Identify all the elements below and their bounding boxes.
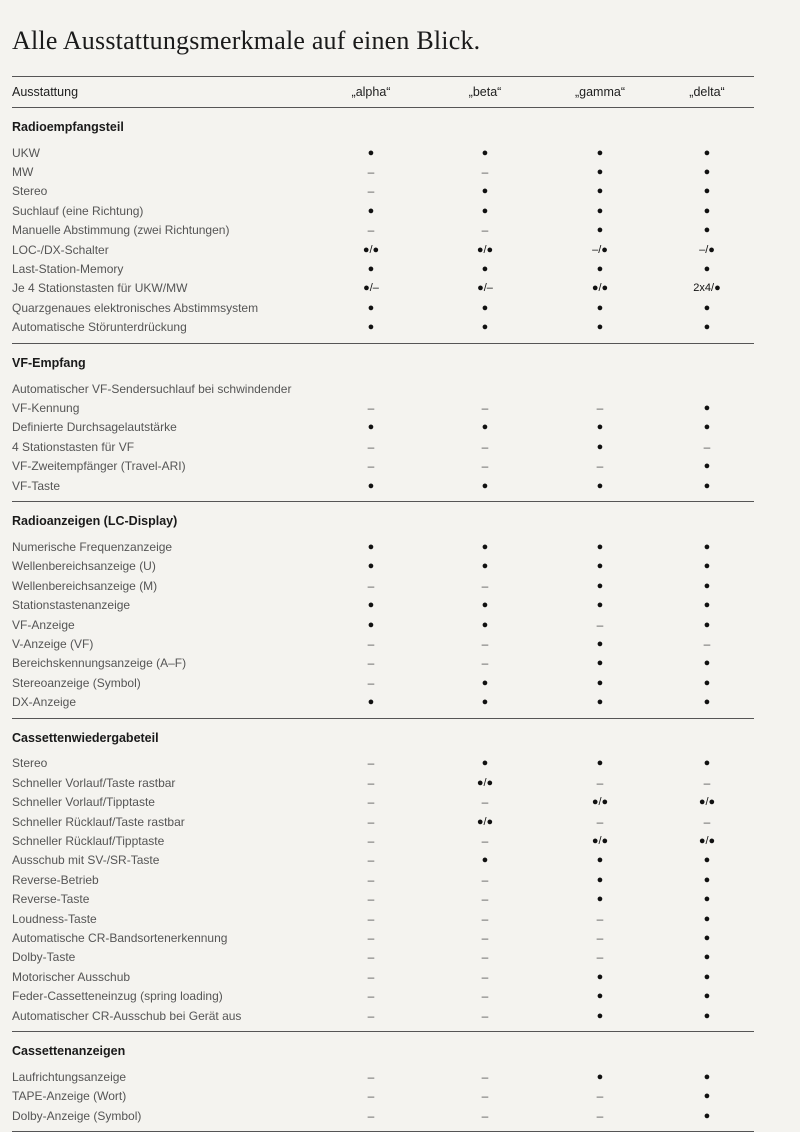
feature-label: Feder-Cassetteneinzug (spring loading) (12, 989, 223, 1004)
feature-label: Wellenbereichsanzeige (M) (12, 578, 158, 593)
value-cell-gamma: ● (596, 873, 604, 886)
table-row (12, 476, 754, 495)
value-cell-beta: ●/– (477, 282, 493, 295)
feature-label: Dolby-Taste (12, 950, 76, 965)
value-cell-beta: – (481, 1108, 489, 1123)
value-cell-beta: ●/● (476, 243, 494, 256)
feature-label: V-Anzeige (VF) (12, 636, 94, 651)
value-cell-delta: ● (703, 657, 711, 670)
value-cell-delta: ● (703, 990, 711, 1003)
table-row (12, 812, 754, 831)
value-cell-alpha: – (367, 636, 375, 651)
value-cell-alpha: ● (367, 263, 375, 276)
value-cell-beta: ● (481, 696, 489, 709)
value-cell-beta: – (481, 165, 489, 180)
value-cell-delta: ● (703, 1109, 711, 1122)
feature-label: Bereichskennungsanzeige (A–F) (12, 656, 187, 671)
value-cell-delta: ● (703, 873, 711, 886)
value-cell-beta: ● (481, 301, 489, 314)
value-cell-alpha: – (367, 756, 375, 771)
table-row (12, 773, 754, 792)
section-header (12, 502, 754, 537)
value-cell-alpha: – (367, 930, 375, 945)
feature-label: Stationstastenanzeige (12, 598, 131, 613)
value-cell-beta: ● (481, 185, 489, 198)
header-label: Ausstattung (12, 85, 79, 99)
feature-label: TAPE-Anzeige (Wort) (12, 1089, 127, 1104)
value-cell-delta: ● (703, 401, 711, 414)
table-row (12, 673, 754, 692)
value-cell-gamma: ● (596, 479, 604, 492)
value-cell-gamma: – (596, 911, 604, 926)
section-title: Cassettenanzeigen (12, 1044, 126, 1059)
value-cell-beta: – (481, 636, 489, 651)
feature-label: Wellenbereichsanzeige (U) (12, 559, 156, 574)
value-cell-alpha: ●/● (362, 243, 380, 256)
value-cell-alpha: – (367, 165, 375, 180)
value-cell-delta: ● (703, 146, 711, 159)
value-cell-beta: – (481, 439, 489, 454)
feature-label: Automatische CR-Bandsortenerkennung (12, 930, 228, 945)
section-header (12, 1032, 754, 1067)
table-row (12, 298, 754, 317)
value-cell-gamma: ● (596, 421, 604, 434)
value-cell-alpha: – (367, 950, 375, 965)
table-row (12, 831, 754, 850)
value-cell-gamma: ● (596, 204, 604, 217)
value-cell-gamma: ● (596, 990, 604, 1003)
value-cell-gamma: – (596, 1108, 604, 1123)
value-cell-alpha: ● (367, 696, 375, 709)
feature-label: Manuelle Abstimmung (zwei Richtungen) (12, 223, 230, 238)
value-cell-alpha: ● (367, 421, 375, 434)
value-cell-delta: ● (703, 696, 711, 709)
table-row (12, 279, 754, 298)
value-cell-alpha: – (367, 911, 375, 926)
value-cell-alpha: – (367, 1108, 375, 1123)
value-cell-delta: ● (703, 421, 711, 434)
value-cell-gamma: ●/● (591, 282, 609, 295)
value-cell-beta: ● (481, 146, 489, 159)
section-4 (12, 1032, 754, 1132)
value-cell-gamma: ● (596, 637, 604, 650)
value-cell-delta: – (703, 814, 711, 829)
value-cell-gamma: ● (596, 301, 604, 314)
value-cell-beta: – (481, 223, 489, 238)
table-row (12, 793, 754, 812)
table-row (12, 576, 754, 595)
value-cell-gamma: ● (596, 676, 604, 689)
feature-label: Laufrichtungsanzeige (12, 1069, 127, 1084)
value-cell-gamma: – (596, 814, 604, 829)
value-cell-gamma: – (596, 930, 604, 945)
value-cell-delta: ● (703, 599, 711, 612)
value-cell-gamma: ● (596, 185, 604, 198)
value-cell-alpha: ● (367, 204, 375, 217)
value-cell-gamma: – (596, 775, 604, 790)
value-cell-alpha: – (367, 853, 375, 868)
table-row (12, 182, 754, 201)
value-cell-alpha: – (367, 872, 375, 887)
value-cell-alpha: – (367, 223, 375, 238)
table-row (12, 259, 754, 278)
value-cell-gamma: ● (596, 540, 604, 553)
value-cell-gamma: ● (596, 657, 604, 670)
value-cell-gamma: ● (596, 440, 604, 453)
value-cell-beta: – (481, 795, 489, 810)
value-cell-gamma: ● (596, 146, 604, 159)
value-cell-gamma: ● (596, 1009, 604, 1022)
feature-label: Suchlauf (eine Richtung) (12, 203, 144, 218)
feature-label: Loudness-Taste (12, 911, 97, 926)
value-cell-delta: –/● (699, 243, 715, 256)
section-title: Radioempfangsteil (12, 120, 124, 134)
section-title: VF-Empfang (12, 355, 86, 370)
feature-label: Reverse-Taste (12, 892, 90, 907)
feature-label: Ausschub mit SV-/SR-Taste (12, 853, 160, 868)
value-cell-delta: ● (703, 579, 711, 592)
table-row (12, 634, 754, 653)
value-cell-gamma: ● (596, 970, 604, 983)
section-header (12, 719, 754, 754)
feature-label: Quarzgenaues elektronisches Abstimmsystem (12, 300, 259, 315)
header-model-alpha: „alpha“ (351, 85, 391, 99)
table-row (12, 379, 754, 398)
value-cell-gamma: ● (596, 893, 604, 906)
value-cell-alpha: – (367, 834, 375, 849)
feature-label: Numerische Frequenzanzeige (12, 539, 173, 554)
value-cell-gamma: ●/● (591, 796, 609, 809)
value-cell-alpha: – (367, 969, 375, 984)
feature-label: Reverse-Betrieb (12, 872, 99, 887)
value-cell-alpha: – (367, 184, 375, 199)
value-cell-alpha: – (367, 1008, 375, 1023)
table-row (12, 928, 754, 947)
table-row (12, 221, 754, 240)
feature-label: Stereoanzeige (Symbol) (12, 675, 141, 690)
value-cell-delta: ● (703, 893, 711, 906)
value-cell-delta: ● (703, 618, 711, 631)
table-row (12, 1067, 754, 1086)
feature-label: Automatischer VF-Sendersuchlauf bei schwindender (12, 381, 292, 396)
value-cell-beta: – (481, 459, 489, 474)
value-cell-gamma: ● (596, 166, 604, 179)
value-cell-delta: ● (703, 1090, 711, 1103)
section-0 (12, 108, 754, 344)
value-cell-delta: ● (703, 931, 711, 944)
feature-label: MW (12, 165, 34, 180)
value-cell-delta: ●/● (698, 796, 716, 809)
value-cell-gamma: ● (596, 696, 604, 709)
table-row (12, 143, 754, 162)
feature-label: Je 4 Stationstasten für UKW/MW (12, 281, 188, 296)
table-row (12, 240, 754, 259)
feature-label: Stereo (12, 756, 48, 771)
value-cell-beta: ● (481, 757, 489, 770)
value-cell-delta: – (703, 775, 711, 790)
value-cell-beta: ● (481, 560, 489, 573)
feature-label: VF-Zweitempfänger (Travel-ARI) (12, 459, 186, 474)
value-cell-delta: ● (703, 1070, 711, 1083)
value-cell-alpha: ● (367, 540, 375, 553)
section-title: Cassettenwiedergabeteil (12, 730, 159, 745)
table-row (12, 909, 754, 928)
value-cell-delta: ● (703, 185, 711, 198)
value-cell-beta: – (481, 872, 489, 887)
value-cell-alpha: – (367, 400, 375, 415)
value-cell-alpha: – (367, 892, 375, 907)
feature-label: Schneller Vorlauf/Tipptaste (12, 795, 155, 810)
feature-label: Stereo (12, 184, 48, 199)
value-cell-beta: – (481, 1089, 489, 1104)
feature-label: VF-Taste (12, 478, 61, 493)
table-row (12, 654, 754, 673)
section-1 (12, 344, 754, 502)
value-cell-delta: ● (703, 676, 711, 689)
value-cell-gamma: ● (596, 854, 604, 867)
table-row (12, 162, 754, 181)
value-cell-beta: – (481, 1008, 489, 1023)
table-row (12, 418, 754, 437)
value-cell-beta: – (481, 892, 489, 907)
value-cell-alpha: – (367, 459, 375, 474)
value-cell-gamma: ●/● (591, 835, 609, 848)
table-row (12, 557, 754, 576)
feature-label: Schneller Rücklauf/Tipptaste (12, 834, 165, 849)
value-cell-beta: ● (481, 599, 489, 612)
value-cell-alpha: ● (367, 301, 375, 314)
value-cell-delta: 2x4/● (693, 282, 721, 295)
value-cell-alpha: – (367, 439, 375, 454)
value-cell-gamma: – (596, 617, 604, 632)
value-cell-beta: ● (481, 540, 489, 553)
value-cell-alpha: ● (367, 321, 375, 334)
value-cell-alpha: – (367, 989, 375, 1004)
table-row (12, 437, 754, 456)
value-cell-gamma: –/● (592, 243, 608, 256)
header-model-gamma: „gamma“ (574, 85, 625, 99)
value-cell-beta: ● (481, 204, 489, 217)
value-cell-alpha: – (367, 1089, 375, 1104)
table-row (12, 870, 754, 889)
value-cell-delta: ● (703, 560, 711, 573)
value-cell-gamma: ● (596, 1070, 604, 1083)
table-row (12, 851, 754, 870)
value-cell-gamma: ● (596, 560, 604, 573)
table-row (12, 398, 754, 417)
table-row (12, 754, 754, 773)
table-row (12, 1087, 754, 1106)
table-header-row (12, 77, 754, 108)
feature-label: Last-Station-Memory (12, 262, 124, 277)
value-cell-beta: – (481, 1069, 489, 1084)
value-cell-delta: ● (703, 970, 711, 983)
value-cell-delta: ● (703, 301, 711, 314)
value-cell-gamma: ● (596, 321, 604, 334)
value-cell-beta: ● (481, 321, 489, 334)
value-cell-gamma: – (596, 950, 604, 965)
value-cell-delta: ● (703, 204, 711, 217)
feature-table (12, 76, 754, 1132)
value-cell-delta: ● (703, 951, 711, 964)
value-cell-gamma: – (596, 459, 604, 474)
value-cell-alpha: ● (367, 146, 375, 159)
value-cell-delta: ● (703, 166, 711, 179)
table-row (12, 986, 754, 1005)
section-title: Radioanzeigen (LC-Display) (12, 514, 178, 529)
value-cell-alpha: – (367, 656, 375, 671)
value-cell-delta: ● (703, 540, 711, 553)
table-row (12, 201, 754, 220)
value-cell-beta: ● (481, 854, 489, 867)
value-cell-alpha: ●/– (363, 282, 379, 295)
table-row (12, 692, 754, 711)
value-cell-beta: – (481, 950, 489, 965)
section-header (12, 108, 754, 143)
value-cell-gamma: – (596, 400, 604, 415)
table-row (12, 318, 754, 337)
feature-label: Automatische Störunterdrückung (12, 320, 187, 335)
value-cell-beta: ●/● (476, 776, 494, 789)
value-cell-gamma: ● (596, 599, 604, 612)
value-cell-beta: – (481, 578, 489, 593)
feature-label: DX-Anzeige (12, 695, 77, 710)
value-cell-beta: ● (481, 479, 489, 492)
value-cell-beta: ● (481, 421, 489, 434)
value-cell-beta: ● (481, 676, 489, 689)
value-cell-alpha: – (367, 675, 375, 690)
feature-label: LOC-/DX-Schalter (12, 242, 109, 257)
feature-label: Definierte Durchsagelautstärke (12, 420, 177, 435)
value-cell-delta: ● (703, 479, 711, 492)
header-model-delta: „delta“ (689, 85, 725, 99)
value-cell-gamma: ● (596, 263, 604, 276)
value-cell-beta: – (481, 930, 489, 945)
feature-label: UKW (12, 145, 40, 160)
value-cell-delta: ● (703, 912, 711, 925)
value-cell-gamma: ● (596, 757, 604, 770)
feature-label: VF-Kennung (12, 400, 80, 415)
value-cell-alpha: – (367, 775, 375, 790)
value-cell-delta: ● (703, 757, 711, 770)
value-cell-delta: ●/● (698, 835, 716, 848)
value-cell-beta: – (481, 969, 489, 984)
feature-label: Schneller Vorlauf/Taste rastbar (12, 775, 176, 790)
feature-label: Motorischer Ausschub (12, 969, 131, 984)
value-cell-beta: ● (481, 618, 489, 631)
header-model-beta: „beta“ (468, 85, 502, 99)
value-cell-alpha: ● (367, 560, 375, 573)
table-row (12, 890, 754, 909)
value-cell-delta: – (703, 636, 711, 651)
value-cell-delta: ● (703, 224, 711, 237)
value-cell-delta: ● (703, 460, 711, 473)
value-cell-alpha: ● (367, 618, 375, 631)
value-cell-gamma: ● (596, 224, 604, 237)
page-title: Alle Ausstattungsmerkmale auf einen Blick. (12, 26, 481, 55)
value-cell-alpha: – (367, 814, 375, 829)
table-row (12, 456, 754, 475)
value-cell-delta: ● (703, 854, 711, 867)
feature-label: Dolby-Anzeige (Symbol) (12, 1108, 142, 1123)
feature-label: Automatischer CR-Ausschub bei Gerät aus (12, 1008, 242, 1023)
value-cell-beta: – (481, 911, 489, 926)
section-header (12, 344, 754, 379)
section-2 (12, 502, 754, 719)
value-cell-alpha: – (367, 578, 375, 593)
table-row (12, 948, 754, 967)
value-cell-alpha: – (367, 1069, 375, 1084)
value-cell-alpha: ● (367, 599, 375, 612)
table-row (12, 615, 754, 634)
value-cell-beta: ●/● (476, 815, 494, 828)
sections-container (12, 108, 754, 1132)
feature-label: VF-Anzeige (12, 617, 75, 632)
value-cell-alpha: – (367, 795, 375, 810)
value-cell-beta: – (481, 834, 489, 849)
feature-label: Schneller Rücklauf/Taste rastbar (12, 814, 185, 829)
value-cell-delta: ● (703, 321, 711, 334)
value-cell-beta: – (481, 400, 489, 415)
feature-label: 4 Stationstasten für VF (12, 439, 135, 454)
value-cell-delta: ● (703, 1009, 711, 1022)
section-3 (12, 719, 754, 1032)
value-cell-delta: – (703, 439, 711, 454)
value-cell-delta: ● (703, 263, 711, 276)
table-row (12, 595, 754, 614)
value-cell-beta: ● (481, 263, 489, 276)
value-cell-gamma: – (596, 1089, 604, 1104)
table-row (12, 967, 754, 986)
value-cell-alpha: ● (367, 479, 375, 492)
table-row (12, 1006, 754, 1025)
value-cell-gamma: ● (596, 579, 604, 592)
value-cell-beta: – (481, 656, 489, 671)
table-row (12, 537, 754, 556)
value-cell-beta: – (481, 989, 489, 1004)
